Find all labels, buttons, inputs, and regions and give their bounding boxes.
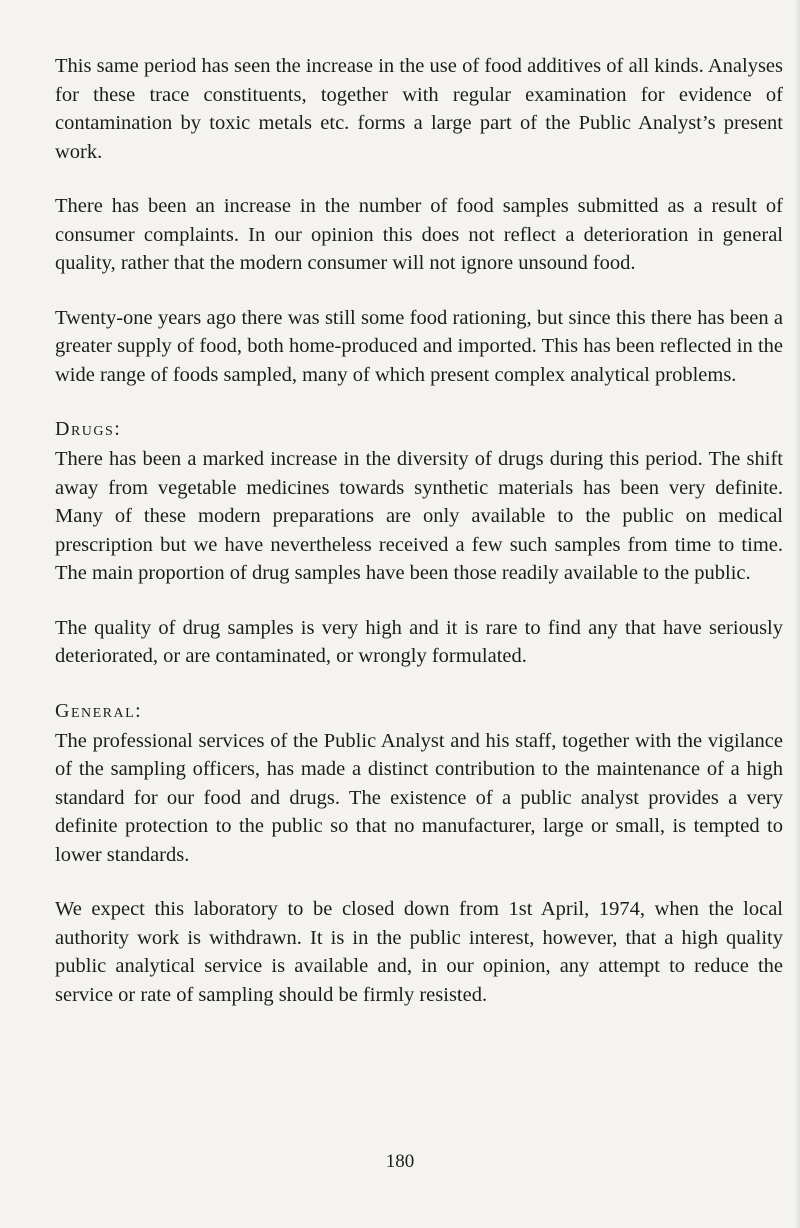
section-heading-drugs: Drugs:	[55, 418, 122, 440]
section-general	[55, 697, 783, 1010]
paragraph-drug-quality: The quality of drug samples is very high and it is rare to find any that have seriously deteriorated, or are contaminated, or wrongly formulated.	[55, 616, 783, 667]
paragraph-laboratory-closure: We expect this laboratory to be closed down from 1st April, 1974, when the local authority work is withdrawn. It is in the public interest, however, that a high quality public analytical service is available and, in our opinion, any attempt to reduce the service or rate of sampling should be firmly resisted.	[55, 898, 783, 1006]
paragraph-drug-diversity: There has been a marked increase in the diversity of drugs during this period. The shift away from vegetable medicines towards synthetic materials has been very definite. Many of these modern preparations are only available to the public on medical prescription but we have nevertheless received a few such samples from time to time. The main proportion of drug samples have been those readily available to the public.	[55, 448, 783, 584]
page-edge-shadow	[794, 0, 800, 1228]
page-number: 180	[385, 1151, 415, 1172]
paragraph-consumer-complaints: There has been an increase in the number of food samples submitted as a result of consumer complaints. In our opinion this does not reflect a deterioration in general quality, rather that the modern consumer will not ignore unsound food.	[55, 195, 783, 274]
paragraph-food-rationing: Twenty-one years ago there was still some food rationing, but since this there has been a greater supply of food, both home-produced and imported. This has been reflected in the wide range of foods sampled, many of which present complex analytical problems.	[55, 306, 783, 386]
paragraph-food-additives: This same period has seen the increase in the use of food additives of all kinds. Analyses for these trace constituents, together with regular examination for evidence of contamination by toxic metals etc. forms a large part of the Public Analyst’s present work.	[55, 55, 783, 163]
section-heading-general: General:	[55, 699, 143, 722]
paragraph-professional-services: The professional services of the Public Analyst and his staff, together with the vigilance of the sampling officers, has made a distinct contribution to the maintenance of a high standard for our food and drugs. The existence of a public analyst provides a very definite protection to the public so that no manufacturer, large or small, is tempted to lower standards.	[55, 729, 783, 866]
section-drugs	[55, 415, 783, 671]
document-page	[55, 52, 783, 1035]
